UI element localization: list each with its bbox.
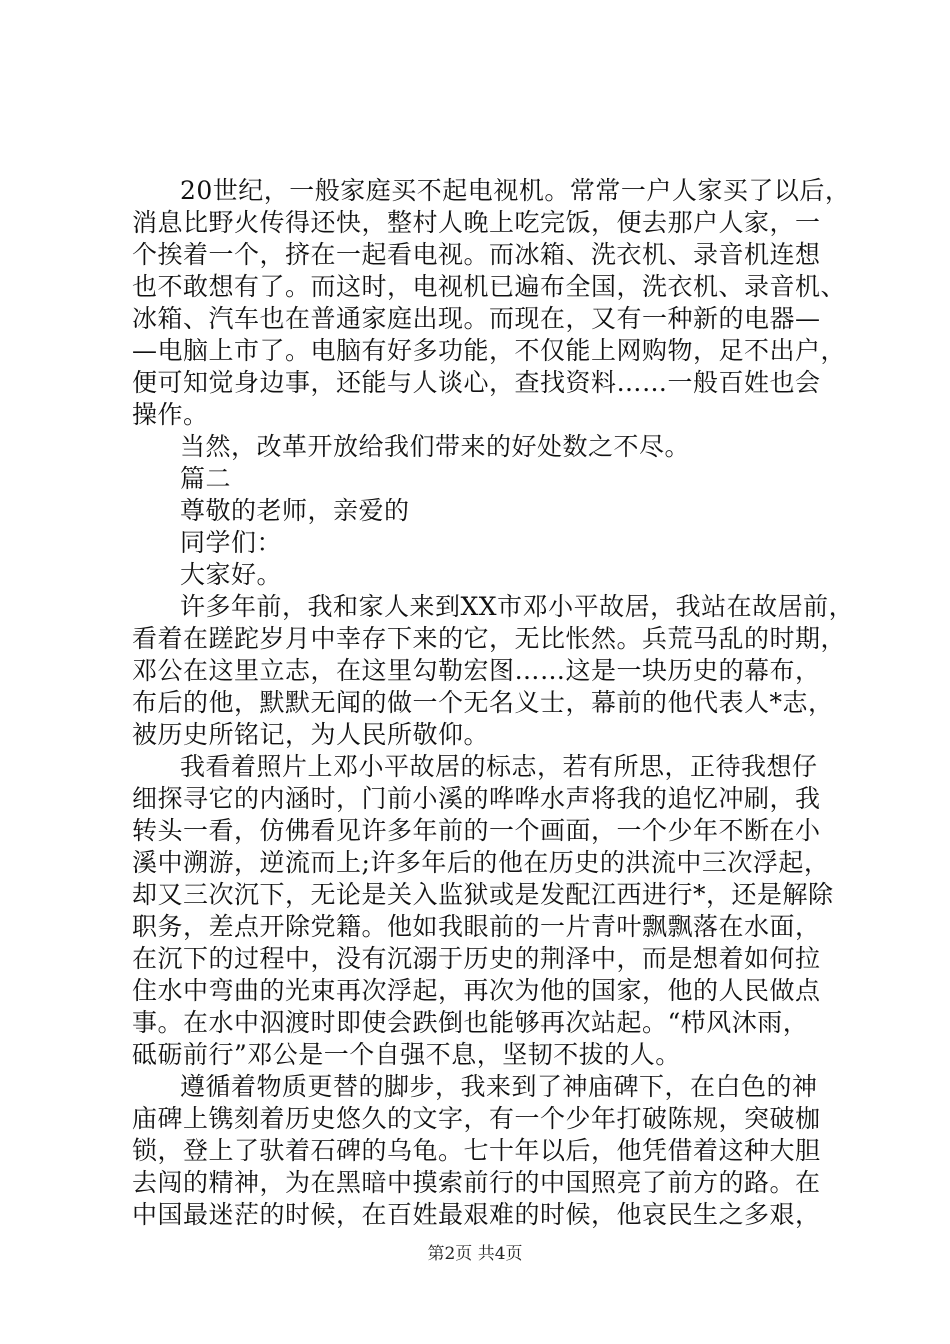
text-line: 冰箱、汽车也在普通家庭出现。而现在，又有一种新的电器— [132,304,821,333]
text-line: 遵循着物质更替的脚步，我来到了神庙碑下，在白色的神 [180,1072,818,1101]
text-line: 看着在蹉跎岁月中幸存下来的它，无比怅然。兵荒马乱的时期， [132,624,847,653]
text-line: 我看着照片上邓小平故居的标志，若有所思，正待我想仔 [180,752,818,781]
text-line: 庙碑上镌刻着历史悠久的文字，有一个少年打破陈规，突破枷 [132,1104,821,1133]
text-line: 在沉下的过程中，没有沉溺于历史的荆泽中，而是想着如何拉 [132,944,821,973]
text-line: —电脑上市了。电脑有好多功能，不仅能上网购物，足不出户， [132,336,847,365]
text-line: 也不敢想有了。而这时，电视机已遍布全国，洗衣机、录音机、 [132,272,847,301]
text-line: 职务，差点开除党籍。他如我眼前的一片青叶飘飘落在水面， [132,912,821,941]
text-line: 个挨着一个，挤在一起看电视。而冰箱、洗衣机、录音机连想 [132,240,821,269]
text-line: 溪中溯游，逆流而上;许多年后的他在历史的洪流中三次浮起， [132,848,830,877]
text-line: 大家好。 [180,560,283,589]
text-line: 许多年前，我和家人来到XX市邓小平故居，我站在故居前， [180,592,855,621]
text-line: 转头一看，仿佛看见许多年前的一个画面，一个少年不断在小 [132,816,821,845]
page-footer: 第2页 共4页 [427,1244,523,1264]
text-line: 细探寻它的内涵时，门前小溪的哗哗水声将我的追忆冲刷，我 [132,784,821,813]
text-line: 却又三次沉下，无论是关入监狱或是发配江西进行*，还是解除 [132,880,834,909]
text-line: 中国最迷茫的时候，在百姓最艰难的时候，他哀民生之多艰， [132,1200,821,1229]
text-line: 20世纪，一般家庭买不起电视机。常常一户人家买了以后， [180,176,851,205]
text-line: 当然，改革开放给我们带来的好处数之不尽。 [180,432,691,461]
text-line: 邓公在这里立志，在这里勾勒宏图……这是一块历史的幕布， [132,656,821,685]
text-line: 去闯的精神，为在黑暗中摸索前行的中国照亮了前方的路。在 [132,1168,821,1197]
text-line: 便可知觉身边事，还能与人谈心，查找资料……一般百姓也会 [132,368,821,397]
text-line: 操作。 [132,400,209,429]
text-line: 住水中弯曲的光束再次浮起，再次为他的国家，他的人民做点 [132,976,821,1005]
text-line: 锁，登上了驮着石碑的乌龟。七十年以后，他凭借着这种大胆 [132,1136,821,1165]
text-line: 消息比野火传得还快，整村人晚上吃完饭，便去那户人家，一 [132,208,821,237]
text-line: 篇二 [180,464,232,493]
text-line: 同学们： [180,528,283,557]
text-line: 砥砺前行”邓公是一个自强不息，坚韧不拔的人。 [132,1040,681,1069]
document-body [132,175,855,1231]
text-line: 尊敬的老师，亲爱的 [180,496,410,525]
text-line: 被历史所铭记，为人民所敬仰。 [132,720,490,749]
text-line: 布后的他，默默无闻的做一个无名义士，幕前的他代表人*志， [132,688,834,717]
text-line: 事。在水中泅渡时即使会跌倒也能够再次站起。“栉风沐雨， [132,1008,809,1037]
